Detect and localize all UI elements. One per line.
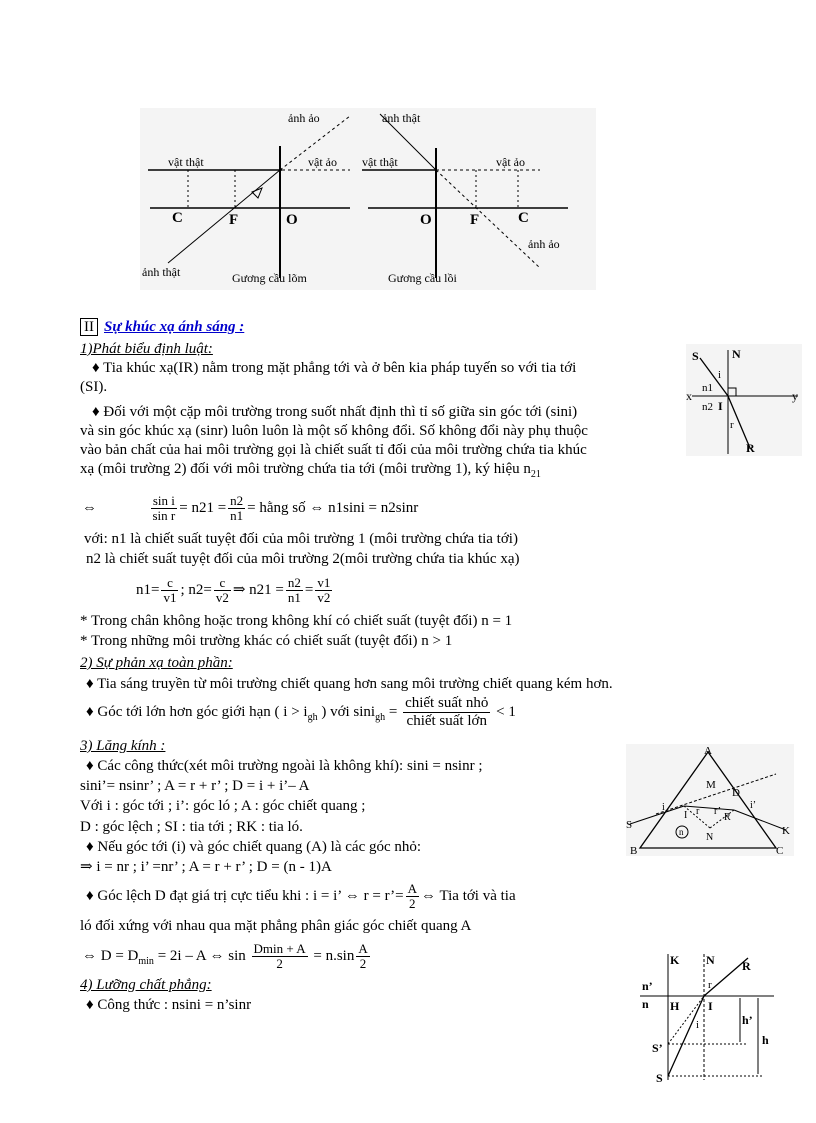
s3-l1: ♦ Các công thức(xét môi trường ngoài là không khí): sini = nsinr ; bbox=[86, 758, 483, 774]
star1: * Trong chân không hoặc trong không khí có chiết suất (tuyệt đối) n = 1 bbox=[80, 613, 513, 629]
slab-figure bbox=[638, 948, 776, 1084]
slab-H: H bbox=[670, 999, 680, 1013]
prism-S: S bbox=[626, 819, 633, 831]
prism-figure bbox=[626, 744, 794, 856]
prism-r: r bbox=[696, 806, 700, 817]
fig-n1: n1 bbox=[702, 382, 713, 394]
s1-heading: 1)Phát biểu định luật: bbox=[80, 341, 213, 357]
s3-l4: D : góc lệch ; SI : tia tới ; RK : tia ló. bbox=[80, 819, 303, 835]
s3-l8: ló đối xứng với nhau qua mặt phẳng phân giác góc chiết quang A bbox=[80, 918, 472, 934]
eq1-frac-n: $\frac{n2}{n1}$ bbox=[230, 493, 244, 524]
slab-R: R bbox=[742, 959, 751, 973]
fig-N: N bbox=[732, 347, 741, 361]
fig-x: x bbox=[686, 389, 692, 403]
s1-p2d: xạ (môi trường 2) đối với môi trường chứa tia tới (môi trường 1), ký hiệu $n_{21}$ bbox=[80, 461, 541, 480]
fig-S: S bbox=[692, 349, 699, 363]
convex-virtual-image: ảnh ảo bbox=[528, 237, 560, 251]
refraction-figure bbox=[686, 344, 802, 456]
prism-I: I bbox=[684, 810, 688, 821]
fig-y: y bbox=[792, 389, 798, 403]
prism-A: A bbox=[704, 745, 712, 757]
section-heading bbox=[80, 318, 244, 336]
s1-p2b: và sin góc khúc xạ (sinr) luôn luôn là một số không đổi. Số không đổi này phụ thuộc bbox=[80, 423, 588, 439]
eq2: n1= $\frac{c}{v1}$ ; n2= $\frac{c}{v2}$ ⇒ n21 = $\frac{n2}{n1}$ = $\frac{v1}{v2}$ bbox=[136, 575, 331, 606]
s1-p2a: ♦ Đối với một cặp môi trường trong suốt nhất định thì tỉ số giữa sin góc tới (sini) bbox=[92, 404, 578, 420]
s3-l7: ♦ Góc lệch D đạt giá trị cực tiểu khi : i = i’ ⇔ r = r’= $\frac{A}{2}$ ⇔ Tia tới và tia bbox=[86, 881, 516, 912]
prism-N: N bbox=[706, 832, 714, 843]
slab-i: i bbox=[696, 1019, 700, 1031]
s2-heading: 2) Sự phản xạ toàn phần: bbox=[80, 655, 233, 671]
convex-mirror-figure bbox=[362, 111, 568, 285]
fig-r: r bbox=[730, 419, 734, 431]
s3-l2: sini’= nsinr’ ; A = r + r’ ; D = i + i’– A bbox=[80, 778, 310, 794]
prism-n: n bbox=[679, 827, 684, 837]
s4-heading: 4) Lưỡng chất phẳng: bbox=[80, 977, 212, 993]
convex-real-object: vật thật bbox=[362, 155, 398, 169]
s1-p2d-sub: 21 bbox=[530, 469, 541, 480]
s3-heading: 3) Lăng kính : bbox=[80, 738, 166, 754]
concave-mirror-figure bbox=[142, 111, 350, 285]
refraction-svg bbox=[686, 344, 802, 456]
s3-l9: ⇔ $D = D_{min} = 2i - A$ ⇔ sin $\frac{Dmin + A}{2}$ = n.sin $\frac{A}{2}$ bbox=[82, 941, 368, 972]
concave-caption: Gương cầu lõm bbox=[232, 271, 307, 285]
concave-real-image: ảnh thật bbox=[142, 265, 181, 279]
fig-n2: n2 bbox=[702, 401, 713, 413]
fig-I: I bbox=[718, 399, 723, 413]
s2-p1: ♦ Tia sáng truyền từ môi trường chiết quang hơn sang môi trường chiết quang kém hơn. bbox=[86, 676, 613, 692]
with2: n2 là chiết suất tuyệt đối của môi trường 2(môi trường chứa tia khúc xạ) bbox=[86, 551, 520, 567]
section-roman: II bbox=[80, 318, 98, 336]
eq1-frac-sin: $\frac{\text{sin i}}{\text{sin r}}$ bbox=[152, 493, 176, 524]
s3-l5: ♦ Nếu góc tới (i) và góc chiết quang (A) là các góc nhỏ: bbox=[86, 839, 422, 855]
convex-C: C bbox=[518, 210, 529, 226]
s2-p2: ♦ Góc tới lớn hơn góc giới hạn ( $i > i_{gh}$ ) với sini$_{gh}$ = $\frac{\text{chiết suất nhỏ}}{\text{chiết suất lớn}}$ < 1 bbox=[86, 695, 516, 730]
s3-l3: Với i : góc tới ; i’: góc ló ; A : góc chiết quang ; bbox=[80, 798, 366, 814]
concave-C: C bbox=[172, 210, 183, 226]
fig-R: R bbox=[746, 441, 755, 455]
prism-R: R bbox=[724, 812, 731, 823]
prism-C: C bbox=[776, 845, 784, 856]
convex-virtual-object: vật ảo bbox=[496, 155, 525, 169]
convex-O: O bbox=[420, 212, 432, 228]
prism-i2: i’ bbox=[750, 800, 757, 811]
slab-S2: S’ bbox=[652, 1041, 663, 1055]
convex-real-image-top: ảnh thật bbox=[382, 111, 421, 125]
mirror-diagrams-svg bbox=[140, 108, 596, 290]
slab-h2: h’ bbox=[742, 1013, 753, 1027]
concave-O: O bbox=[286, 212, 298, 228]
section-title: Sự khúc xạ ánh sáng : bbox=[104, 319, 245, 335]
convex-caption: Gương cầu lồi bbox=[388, 271, 457, 285]
prism-svg bbox=[626, 744, 794, 856]
prism-B: B bbox=[630, 845, 638, 856]
mirror-diagrams bbox=[140, 108, 596, 290]
slab-N: N bbox=[706, 953, 715, 967]
prism-r2: r’ bbox=[714, 806, 722, 817]
prism-K: K bbox=[782, 825, 790, 837]
slab-n: n bbox=[642, 997, 649, 1011]
concave-F: F bbox=[229, 212, 239, 228]
prism-M: M bbox=[706, 779, 716, 791]
prism-D: D bbox=[732, 787, 740, 799]
slab-n2: n’ bbox=[642, 979, 653, 993]
concave-virtual-top: ảnh ảo bbox=[288, 111, 320, 125]
s1-p1a: ♦ Tia khúc xạ(IR) nằm trong mặt phẳng tới và ở bên kia pháp tuyến so với tia tới bbox=[92, 360, 577, 376]
eq1: ⇔ $\frac{\text{sin i}}{\text{sin r}}$ = n21 = $\frac{n2}{n1}$ = hằng số ⇔ n1sini = n2sinr bbox=[82, 493, 419, 524]
star2: * Trong những môi trường khác có chiết suất (tuyệt đối) n > 1 bbox=[80, 633, 453, 649]
slab-r: r bbox=[708, 979, 712, 991]
slab-svg bbox=[638, 948, 776, 1084]
concave-virtual-image: vật ảo bbox=[308, 155, 337, 169]
slab-h: h bbox=[762, 1033, 769, 1047]
convex-F: F bbox=[470, 212, 480, 228]
slab-K: K bbox=[670, 953, 680, 967]
s4-l1: ♦ Công thức : nsini = n’sinr bbox=[86, 997, 252, 1013]
slab-I: I bbox=[708, 999, 713, 1013]
s3-l6: ⇒ i = nr ; i’ =nr’ ; A = r + r’ ; D = (n - 1)A bbox=[80, 859, 332, 875]
with1: với: n1 là chiết suất tuyệt đối của môi trường 1 (môi trường chứa tia tới) bbox=[84, 531, 518, 547]
s1-p2c: vào bản chất của hai môi trường gọi là chiết suất tỉ đối của môi trường chứa tia khúc bbox=[80, 442, 587, 458]
slab-S: S bbox=[656, 1071, 663, 1084]
fig-i: i bbox=[718, 369, 722, 381]
prism-i: i bbox=[662, 802, 665, 813]
concave-real-object: vật thật bbox=[168, 155, 204, 169]
s1-p1b: (SI). bbox=[80, 379, 108, 395]
